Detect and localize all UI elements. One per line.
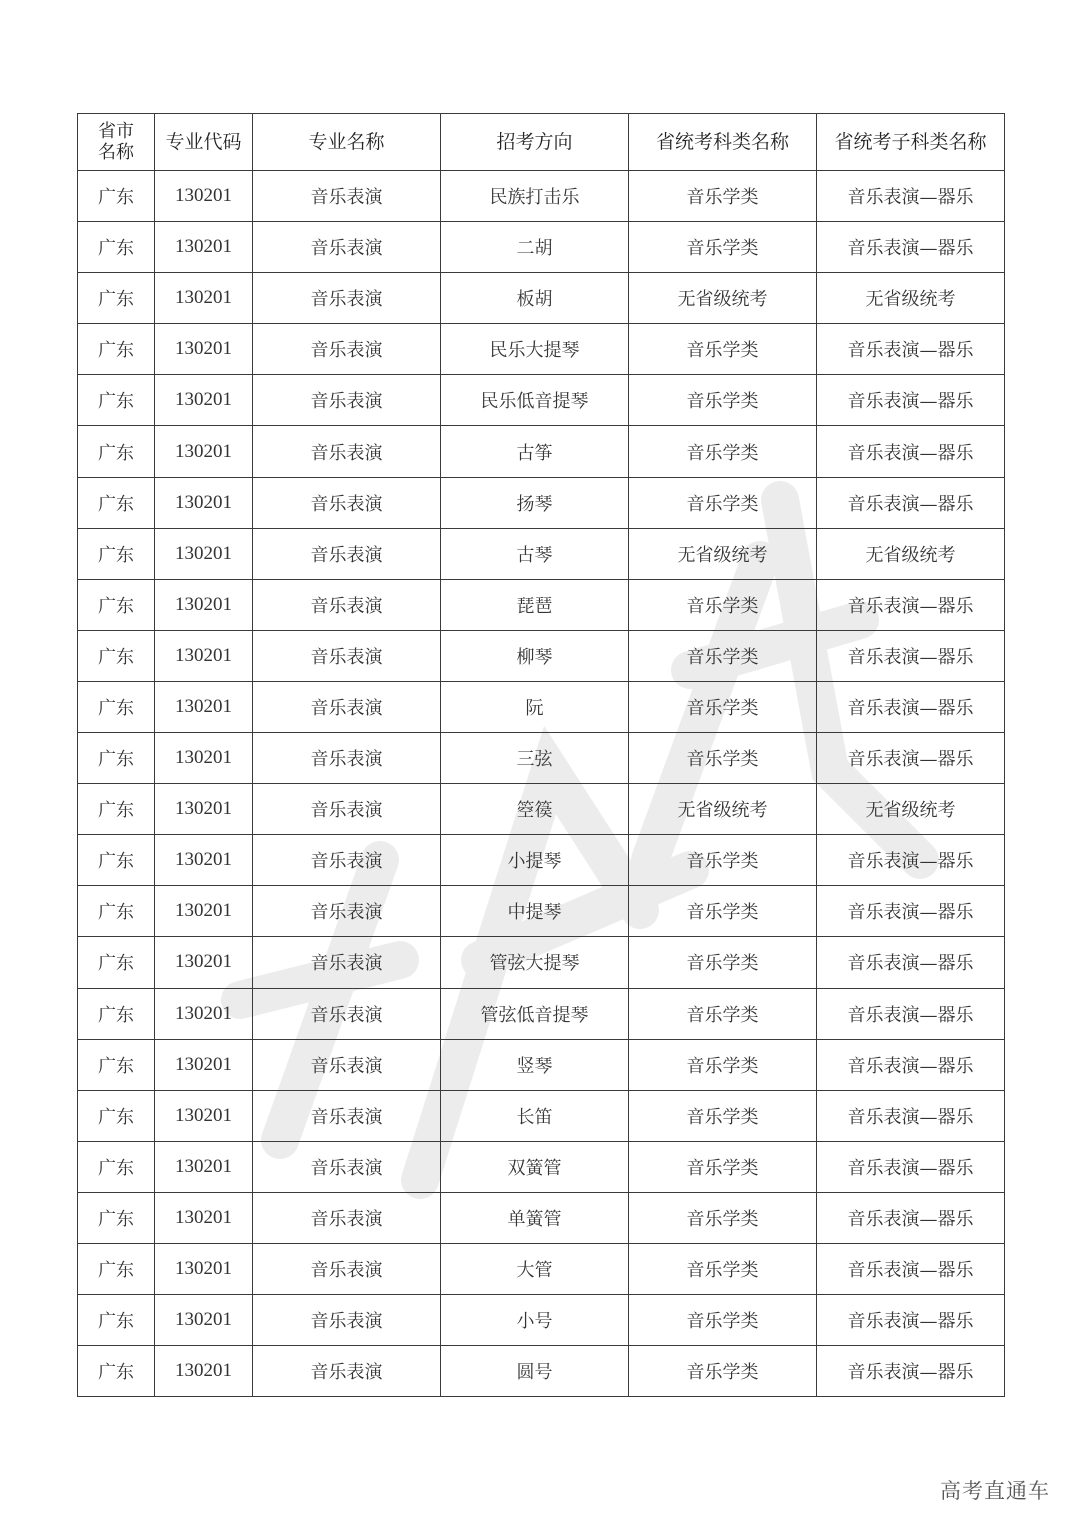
cell-direction: 二胡 — [441, 222, 629, 273]
cell-direction: 管弦大提琴 — [441, 937, 629, 988]
cell-exam-subcategory: 音乐表演—器乐 — [817, 1141, 1005, 1192]
cell-province: 广东 — [78, 1295, 155, 1346]
cell-exam-subcategory: 音乐表演—器乐 — [817, 477, 1005, 528]
table-row — [78, 937, 1005, 988]
cell-major-code: 130201 — [155, 375, 253, 426]
cell-exam-category: 音乐学类 — [629, 733, 817, 784]
cell-major-code: 130201 — [155, 784, 253, 835]
cell-exam-subcategory: 音乐表演—器乐 — [817, 988, 1005, 1039]
cell-exam-category: 音乐学类 — [629, 1346, 817, 1397]
table-body — [78, 171, 1005, 1397]
cell-direction: 板胡 — [441, 273, 629, 324]
table-row — [78, 1141, 1005, 1192]
cell-exam-subcategory: 音乐表演—器乐 — [817, 1039, 1005, 1090]
cell-major-code: 130201 — [155, 835, 253, 886]
cell-direction: 柳琴 — [441, 630, 629, 681]
cell-major-name: 音乐表演 — [253, 1039, 441, 1090]
cell-major-name: 音乐表演 — [253, 937, 441, 988]
cell-direction: 小号 — [441, 1295, 629, 1346]
table-row — [78, 528, 1005, 579]
cell-major-name: 音乐表演 — [253, 222, 441, 273]
cell-province: 广东 — [78, 222, 155, 273]
cell-exam-subcategory: 音乐表演—器乐 — [817, 835, 1005, 886]
cell-major-name: 音乐表演 — [253, 324, 441, 375]
cell-province: 广东 — [78, 1039, 155, 1090]
cell-major-code: 130201 — [155, 1346, 253, 1397]
cell-exam-category: 音乐学类 — [629, 1295, 817, 1346]
cell-exam-subcategory: 音乐表演—器乐 — [817, 222, 1005, 273]
cell-exam-category: 音乐学类 — [629, 988, 817, 1039]
cell-exam-category: 音乐学类 — [629, 1039, 817, 1090]
cell-major-code: 130201 — [155, 222, 253, 273]
header-major-code: 专业代码 — [155, 114, 253, 171]
cell-major-name: 音乐表演 — [253, 835, 441, 886]
table-row — [78, 1039, 1005, 1090]
cell-direction: 扬琴 — [441, 477, 629, 528]
cell-direction: 圆号 — [441, 1346, 629, 1397]
table-row — [78, 1243, 1005, 1294]
cell-province: 广东 — [78, 273, 155, 324]
cell-major-code: 130201 — [155, 528, 253, 579]
cell-major-name: 音乐表演 — [253, 375, 441, 426]
table-row — [78, 324, 1005, 375]
cell-direction: 竖琴 — [441, 1039, 629, 1090]
header-province-line1: 省市 — [98, 121, 134, 142]
table-header-row — [78, 114, 1005, 171]
cell-exam-category: 音乐学类 — [629, 579, 817, 630]
cell-major-code: 130201 — [155, 579, 253, 630]
cell-exam-category: 音乐学类 — [629, 1090, 817, 1141]
cell-major-code: 130201 — [155, 886, 253, 937]
cell-direction: 长笛 — [441, 1090, 629, 1141]
table-row — [78, 1090, 1005, 1141]
cell-major-name: 音乐表演 — [253, 1295, 441, 1346]
table-row — [78, 681, 1005, 732]
cell-major-code: 130201 — [155, 1243, 253, 1294]
cell-major-name: 音乐表演 — [253, 886, 441, 937]
cell-exam-subcategory: 音乐表演—器乐 — [817, 1295, 1005, 1346]
table-row — [78, 273, 1005, 324]
table-row — [78, 1192, 1005, 1243]
cell-exam-category: 音乐学类 — [629, 171, 817, 222]
cell-major-code: 130201 — [155, 733, 253, 784]
cell-exam-subcategory: 无省级统考 — [817, 528, 1005, 579]
cell-direction: 三弦 — [441, 733, 629, 784]
table-row — [78, 835, 1005, 886]
cell-exam-subcategory: 音乐表演—器乐 — [817, 1346, 1005, 1397]
cell-major-name: 音乐表演 — [253, 528, 441, 579]
cell-exam-category: 音乐学类 — [629, 426, 817, 477]
cell-province: 广东 — [78, 1141, 155, 1192]
cell-province: 广东 — [78, 375, 155, 426]
cell-exam-subcategory: 音乐表演—器乐 — [817, 1090, 1005, 1141]
cell-major-name: 音乐表演 — [253, 1141, 441, 1192]
cell-province: 广东 — [78, 579, 155, 630]
cell-province: 广东 — [78, 324, 155, 375]
cell-major-code: 130201 — [155, 1039, 253, 1090]
cell-major-name: 音乐表演 — [253, 273, 441, 324]
cell-province: 广东 — [78, 171, 155, 222]
cell-direction: 阮 — [441, 681, 629, 732]
cell-major-name: 音乐表演 — [253, 1192, 441, 1243]
header-direction: 招考方向 — [441, 114, 629, 171]
cell-province: 广东 — [78, 681, 155, 732]
cell-province: 广东 — [78, 426, 155, 477]
cell-province: 广东 — [78, 477, 155, 528]
cell-major-name: 音乐表演 — [253, 1346, 441, 1397]
cell-major-name: 音乐表演 — [253, 426, 441, 477]
cell-exam-subcategory: 音乐表演—器乐 — [817, 171, 1005, 222]
table-row — [78, 886, 1005, 937]
table-row — [78, 988, 1005, 1039]
cell-major-code: 130201 — [155, 477, 253, 528]
cell-major-name: 音乐表演 — [253, 988, 441, 1039]
cell-major-name: 音乐表演 — [253, 681, 441, 732]
table-row — [78, 171, 1005, 222]
cell-exam-category: 音乐学类 — [629, 1141, 817, 1192]
cell-major-code: 130201 — [155, 681, 253, 732]
header-major-name: 专业名称 — [253, 114, 441, 171]
cell-direction: 中提琴 — [441, 886, 629, 937]
cell-exam-subcategory: 音乐表演—器乐 — [817, 1192, 1005, 1243]
cell-major-name: 音乐表演 — [253, 630, 441, 681]
cell-province: 广东 — [78, 630, 155, 681]
table-row — [78, 630, 1005, 681]
header-exam-category: 省统考科类名称 — [629, 114, 817, 171]
cell-major-name: 音乐表演 — [253, 784, 441, 835]
cell-major-name: 音乐表演 — [253, 1243, 441, 1294]
admission-majors-table — [77, 113, 1005, 1397]
cell-province: 广东 — [78, 1243, 155, 1294]
cell-exam-subcategory: 音乐表演—器乐 — [817, 733, 1005, 784]
cell-province: 广东 — [78, 1090, 155, 1141]
cell-direction: 民族打击乐 — [441, 171, 629, 222]
cell-exam-category: 音乐学类 — [629, 324, 817, 375]
table-row — [78, 1295, 1005, 1346]
cell-exam-category: 音乐学类 — [629, 1243, 817, 1294]
cell-exam-subcategory: 音乐表演—器乐 — [817, 579, 1005, 630]
table-row — [78, 477, 1005, 528]
cell-direction: 小提琴 — [441, 835, 629, 886]
cell-major-name: 音乐表演 — [253, 733, 441, 784]
cell-direction: 大管 — [441, 1243, 629, 1294]
cell-province: 广东 — [78, 835, 155, 886]
table-row — [78, 579, 1005, 630]
cell-direction: 管弦低音提琴 — [441, 988, 629, 1039]
cell-exam-category: 无省级统考 — [629, 273, 817, 324]
cell-exam-subcategory: 音乐表演—器乐 — [817, 681, 1005, 732]
cell-exam-subcategory: 音乐表演—器乐 — [817, 937, 1005, 988]
cell-province: 广东 — [78, 937, 155, 988]
cell-province: 广东 — [78, 1346, 155, 1397]
cell-exam-subcategory: 音乐表演—器乐 — [817, 1243, 1005, 1294]
header-exam-subcategory: 省统考子科类名称 — [817, 114, 1005, 171]
cell-exam-category: 无省级统考 — [629, 528, 817, 579]
cell-major-code: 130201 — [155, 426, 253, 477]
cell-major-name: 音乐表演 — [253, 171, 441, 222]
cell-exam-category: 音乐学类 — [629, 222, 817, 273]
cell-exam-category: 音乐学类 — [629, 1192, 817, 1243]
cell-direction: 民乐低音提琴 — [441, 375, 629, 426]
cell-major-code: 130201 — [155, 1192, 253, 1243]
cell-major-code: 130201 — [155, 324, 253, 375]
table-row — [78, 426, 1005, 477]
cell-exam-subcategory: 无省级统考 — [817, 784, 1005, 835]
cell-exam-subcategory: 音乐表演—器乐 — [817, 426, 1005, 477]
cell-major-code: 130201 — [155, 630, 253, 681]
header-province — [78, 114, 155, 171]
cell-major-code: 130201 — [155, 171, 253, 222]
cell-major-code: 130201 — [155, 937, 253, 988]
cell-major-name: 音乐表演 — [253, 579, 441, 630]
cell-exam-category: 音乐学类 — [629, 681, 817, 732]
cell-exam-category: 音乐学类 — [629, 375, 817, 426]
cell-exam-category: 音乐学类 — [629, 835, 817, 886]
footer-brand: 高考直通车 — [940, 1479, 1050, 1503]
cell-province: 广东 — [78, 988, 155, 1039]
cell-province: 广东 — [78, 886, 155, 937]
table-row — [78, 784, 1005, 835]
cell-direction: 双簧管 — [441, 1141, 629, 1192]
cell-exam-subcategory: 音乐表演—器乐 — [817, 630, 1005, 681]
cell-province: 广东 — [78, 528, 155, 579]
table-row — [78, 733, 1005, 784]
cell-province: 广东 — [78, 1192, 155, 1243]
cell-direction: 古琴 — [441, 528, 629, 579]
cell-major-name: 音乐表演 — [253, 1090, 441, 1141]
cell-direction: 单簧管 — [441, 1192, 629, 1243]
table-row — [78, 222, 1005, 273]
cell-major-code: 130201 — [155, 273, 253, 324]
table-row — [78, 375, 1005, 426]
cell-province: 广东 — [78, 784, 155, 835]
cell-exam-subcategory: 无省级统考 — [817, 273, 1005, 324]
cell-exam-category: 音乐学类 — [629, 630, 817, 681]
cell-exam-category: 音乐学类 — [629, 477, 817, 528]
header-province-line2: 名称 — [98, 142, 134, 163]
cell-exam-subcategory: 音乐表演—器乐 — [817, 375, 1005, 426]
cell-direction: 民乐大提琴 — [441, 324, 629, 375]
cell-province: 广东 — [78, 733, 155, 784]
cell-direction: 琵琶 — [441, 579, 629, 630]
cell-exam-subcategory: 音乐表演—器乐 — [817, 886, 1005, 937]
cell-major-code: 130201 — [155, 1295, 253, 1346]
cell-major-code: 130201 — [155, 1141, 253, 1192]
table-row — [78, 1346, 1005, 1397]
cell-direction: 古筝 — [441, 426, 629, 477]
cell-exam-category: 无省级统考 — [629, 784, 817, 835]
cell-exam-category: 音乐学类 — [629, 886, 817, 937]
cell-exam-subcategory: 音乐表演—器乐 — [817, 324, 1005, 375]
cell-major-code: 130201 — [155, 1090, 253, 1141]
cell-major-name: 音乐表演 — [253, 477, 441, 528]
cell-exam-category: 音乐学类 — [629, 937, 817, 988]
cell-major-code: 130201 — [155, 988, 253, 1039]
cell-direction: 箜篌 — [441, 784, 629, 835]
